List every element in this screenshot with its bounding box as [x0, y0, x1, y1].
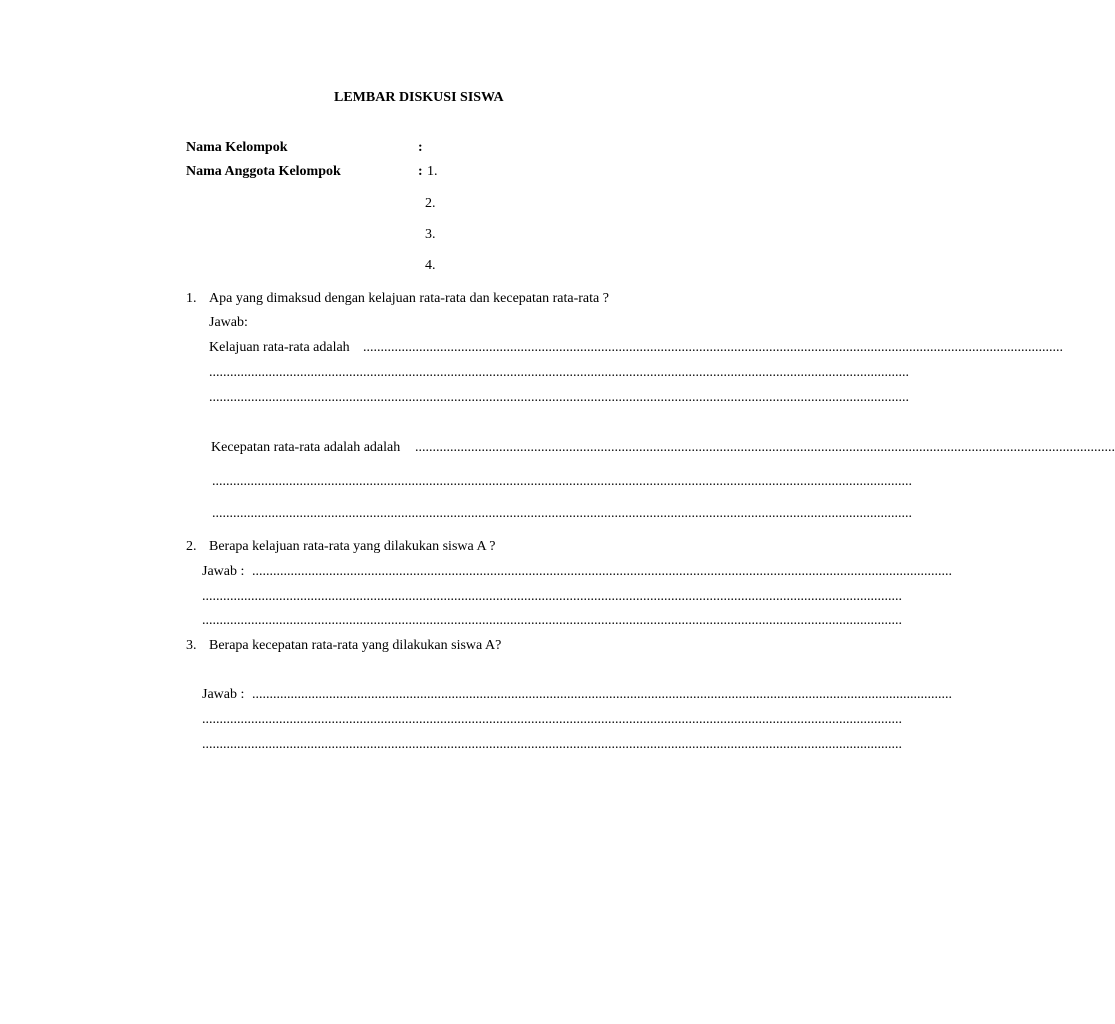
answer-3-blank: ........................................................................................................................................................................................................ — [252, 687, 952, 702]
member-number-3: 3. — [425, 227, 436, 242]
answer-1-kecepatan-blank: ........................................................................................................................................................................................................ — [415, 440, 1115, 455]
answer-1-kecepatan-prompt: Kecepatan rata-rata adalah adalah — [211, 440, 401, 455]
question-2-text: Berapa kelajuan rata-rata yang dilakukan siswa A ? — [209, 539, 496, 554]
member-number-2: 2. — [425, 196, 436, 211]
answer-1-kelajuan-prompt: Kelajuan rata-rata adalah — [209, 340, 350, 355]
group-name-colon: : — [418, 140, 423, 155]
question-1-answer-label: Jawab: — [209, 315, 248, 330]
page-title: LEMBAR DISKUSI SISWA — [334, 90, 504, 105]
question-3-text: Berapa kecepatan rata-rata yang dilakukan siswa A? — [209, 638, 502, 653]
members-colon: : — [418, 164, 423, 179]
answer-1-blank-line: ........................................................................................................................................................................................................ — [209, 390, 909, 405]
answer-3-blank-line: ........................................................................................................................................................................................................ — [202, 712, 902, 727]
question-2-number: 2. — [186, 539, 197, 554]
answer-3-blank-line: ........................................................................................................................................................................................................ — [202, 737, 902, 752]
question-1-number: 1. — [186, 291, 197, 306]
answer-2-blank: ........................................................................................................................................................................................................ — [252, 564, 952, 579]
member-number-4: 4. — [425, 258, 436, 273]
answer-1-blank-line: ........................................................................................................................................................................................................ — [212, 474, 912, 489]
question-2-answer-label: Jawab : — [202, 564, 245, 579]
question-3-answer-label: Jawab : — [202, 687, 245, 702]
answer-1-blank-line: ........................................................................................................................................................................................................ — [212, 506, 912, 521]
question-1-text: Apa yang dimaksud dengan kelajuan rata-rata dan kecepatan rata-rata ? — [209, 291, 609, 306]
answer-1-kelajuan-blank: ........................................................................................................................................................................................................ — [363, 340, 1063, 355]
group-name-label: Nama Kelompok — [186, 140, 288, 155]
question-3-number: 3. — [186, 638, 197, 653]
members-label: Nama Anggota Kelompok — [186, 164, 341, 179]
member-number-1: 1. — [427, 164, 438, 179]
answer-2-blank-line: ........................................................................................................................................................................................................ — [202, 589, 902, 604]
answer-1-blank-line: ........................................................................................................................................................................................................ — [209, 365, 909, 380]
answer-2-blank-line: ........................................................................................................................................................................................................ — [202, 613, 902, 628]
